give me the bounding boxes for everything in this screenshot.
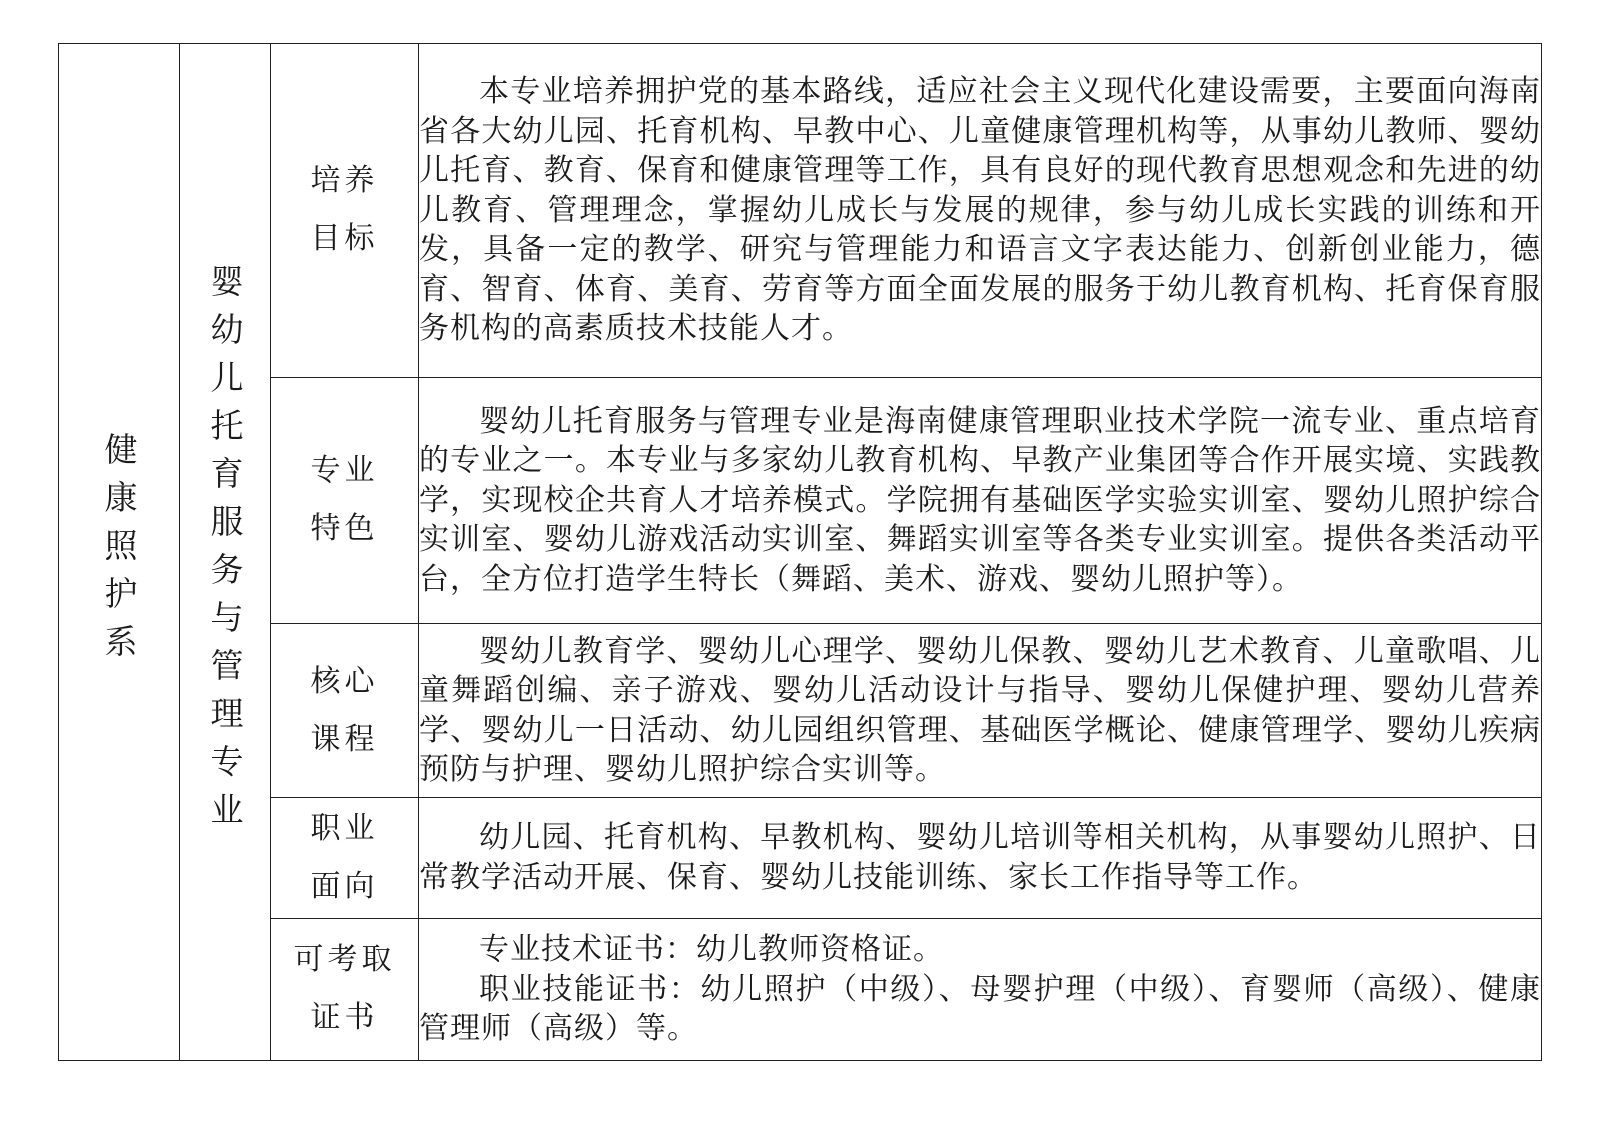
- row-label-line: 培养: [310, 163, 379, 199]
- row-label-line: 课程: [310, 721, 379, 757]
- table-row-career-direction: [59, 798, 1542, 919]
- row-label-certificates: [271, 918, 419, 1060]
- table-row-core-courses: [59, 624, 1542, 798]
- department-name: 健康照护系: [99, 432, 139, 672]
- major-cell: [180, 44, 271, 1061]
- row-label-line: 职业: [310, 810, 379, 846]
- department-cell: [59, 44, 180, 1061]
- row-label-line: 核心: [310, 663, 379, 699]
- content-paragraph: 本专业培养拥护党的基本路线，适应社会主义现代化建设需要，主要面向海南省各大幼儿园、托育机构、早教中心、儿童健康管理机构等，从事幼儿教师、婴幼儿托育、教育、保育和健康管理等工作，具有良好的现代教育思想观念和先进的幼儿教育、管理理念，掌握幼儿成长与发展的规律，参与幼儿成长实践的训练和开发，具备一定的教学、研究与管理能力和语言文字表达能力、创新创业能力，德育、智育、体育、美育、劳育等方面全面发展的服务于幼儿教育机构、托育保育服务机构的高素质技术技能人才。: [419, 74, 1541, 347]
- content-paragraph: 幼儿园、托育机构、早教机构、婴幼儿培训等相关机构，从事婴幼儿照护、日常教学活动开展、保育、婴幼儿技能训练、家长工作指导等工作。: [419, 820, 1541, 895]
- table-row-major-features: [59, 377, 1542, 624]
- table-row-certificates: [59, 918, 1542, 1060]
- row-label-line: 面向: [310, 868, 379, 904]
- major-info-table: [58, 43, 1542, 1061]
- row-label-core-courses: [271, 624, 419, 798]
- row-content-career-direction: [419, 798, 1542, 919]
- row-label-line: 目标: [310, 221, 379, 257]
- row-label-line: 可考取: [293, 942, 396, 978]
- content-paragraph: 职业技能证书：幼儿照护（中级）、母婴护理（中级）、育婴师（高级）、健康管理师（高级）等。: [419, 971, 1541, 1047]
- row-label-major-features: [271, 377, 419, 624]
- row-label-training-goal: [271, 44, 419, 378]
- major-name: 婴幼儿托育服务与管理专业: [205, 264, 245, 840]
- row-content-core-courses: [419, 624, 1542, 798]
- row-content-certificates: [419, 918, 1542, 1060]
- row-content-major-features: [419, 377, 1542, 624]
- content-paragraph: 婴幼儿托育服务与管理专业是海南健康管理职业技术学院一流专业、重点培育的专业之一。本专业与多家幼儿教育机构、早教产业集团等合作开展实境、实践教学，实现校企共育人才培养模式。学院拥有基础医学实验实训室、婴幼儿照护综合实训室、婴幼儿游戏活动实训室、舞蹈实训室等各类专业实训室。提供各类活动平台，全方位打造学生特长（舞蹈、美术、游戏、婴幼儿照护等）。: [419, 403, 1541, 597]
- row-content-training-goal: [419, 44, 1542, 378]
- row-label-line: 专业: [310, 453, 379, 489]
- row-label-line: 特色: [310, 511, 379, 547]
- row-label-line: 证书: [310, 1000, 379, 1036]
- content-paragraph: 婴幼儿教育学、婴幼儿心理学、婴幼儿保教、婴幼儿艺术教育、儿童歌唱、儿童舞蹈创编、亲子游戏、婴幼儿活动设计与指导、婴幼儿保健护理、婴幼儿营养学、婴幼儿一日活动、幼儿园组织管理、基础医学概论、健康管理学、婴幼儿疾病预防与护理、婴幼儿照护综合实训等。: [419, 633, 1541, 788]
- content-paragraph: 专业技术证书：幼儿教师资格证。: [479, 932, 944, 968]
- row-label-career-direction: [271, 798, 419, 919]
- table-row-training-goal: [59, 44, 1542, 378]
